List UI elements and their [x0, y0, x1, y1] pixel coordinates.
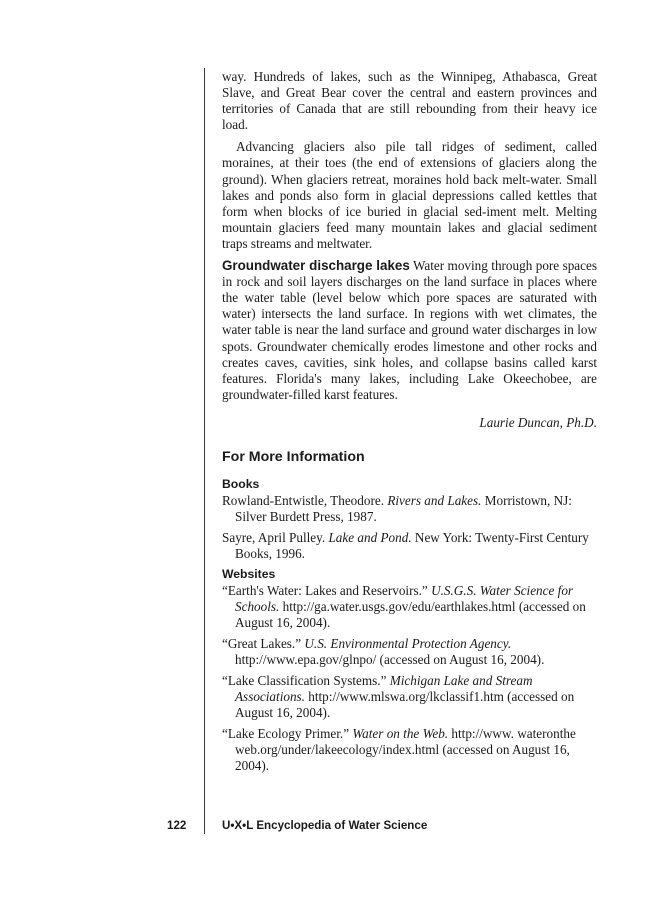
website-reference — [222, 636, 597, 668]
websites-heading: Websites — [222, 566, 276, 581]
ref-details: Morristown, NJ: Silver Burdett Press, 1987. — [235, 492, 572, 524]
ref-title: Lake and Pond. — [328, 529, 412, 545]
running-footer-title: U•X•L Encyclopedia of Water Science — [222, 819, 428, 832]
ref-details: http://www. wateronthe web.org/under/lakeecology/index.html (accessed on August 16, 2004). — [235, 725, 576, 773]
website-reference — [222, 726, 597, 774]
ref-details: http://www.epa.gov/glnpo/ (accessed on August 16, 2004). — [235, 651, 545, 667]
run-in-heading: Groundwater discharge lakes — [222, 258, 410, 274]
ref-title: U.S. Environmental Protection Agency. — [304, 635, 512, 651]
ref-article: “Lake Ecology Primer.” — [222, 725, 353, 741]
article-paragraph: way. Hundreds of lakes, such as the Winnipeg, Athabasca, Great Slave, and Great Bear cover the central and eastern provinces and territories of Canada that are still rebounding from their heavy ice load. — [222, 69, 597, 133]
ref-details: http://www.mlswa.org/lkclassif1.htm (accessed on August 16, 2004). — [235, 688, 575, 720]
ref-article: “Earth's Water: Lakes and Reservoirs.” — [222, 582, 432, 598]
ref-details: http://ga.water.usgs.gov/edu/earthlakes.html (accessed on August 16, 2004). — [235, 598, 586, 630]
article-paragraph — [222, 258, 597, 403]
article-paragraph: Advancing glaciers also pile tall ridges of sediment, called moraines, at their toes (the end of extensions of glaciers along the ground). When glaciers retreat, moraines hold back melt-water. Small lakes and ponds also form in glacial depressions called kettles that form when blocks of ice buried in glacial sed-iment melt. Melting mountain glaciers feed many mountain lakes and glacial sediment traps streams and meltwater. — [222, 139, 597, 251]
ref-article: “Lake Classification Systems.” — [222, 672, 390, 688]
page-content — [222, 69, 597, 779]
ref-title: Michigan Lake and Stream Associations. — [235, 672, 533, 704]
ref-details: New York: Twenty-First Century Books, 1996. — [235, 529, 589, 561]
website-reference — [222, 583, 597, 631]
ref-author: Rowland-Entwistle, Theodore. — [222, 492, 388, 508]
margin-rule — [204, 68, 205, 834]
ref-title: U.S.G.S. Water Science for Schools. — [235, 582, 574, 614]
book-reference — [222, 493, 597, 525]
ref-article: “Great Lakes.” — [222, 635, 305, 651]
book-reference — [222, 530, 597, 562]
books-heading: Books — [222, 476, 260, 491]
ref-title: Rivers and Lakes. — [387, 492, 482, 508]
author-signature: Laurie Duncan, Ph.D. — [479, 414, 597, 430]
website-reference — [222, 673, 597, 721]
paragraph-text: Water moving through pore spaces in rock and soil layers discharges on the land surface in places where the water table (level below which pore spaces are saturated with water) intersects the land surface. In regions with wet climates, the water table is near the land surface and ground water discharges in low spots. Groundwater chemically erodes limestone and other rocks and creates caves, cavities, sink holes, and collapse basins called karst features. Florida's many lakes, including Lake Okeechobee, are groundwater-filled karst features. — [222, 258, 597, 402]
page-number: 122 — [167, 819, 187, 832]
ref-title: Water on the Web. — [352, 725, 449, 741]
ref-author: Sayre, April Pulley. — [222, 529, 329, 545]
section-title: For More Information — [222, 448, 365, 465]
